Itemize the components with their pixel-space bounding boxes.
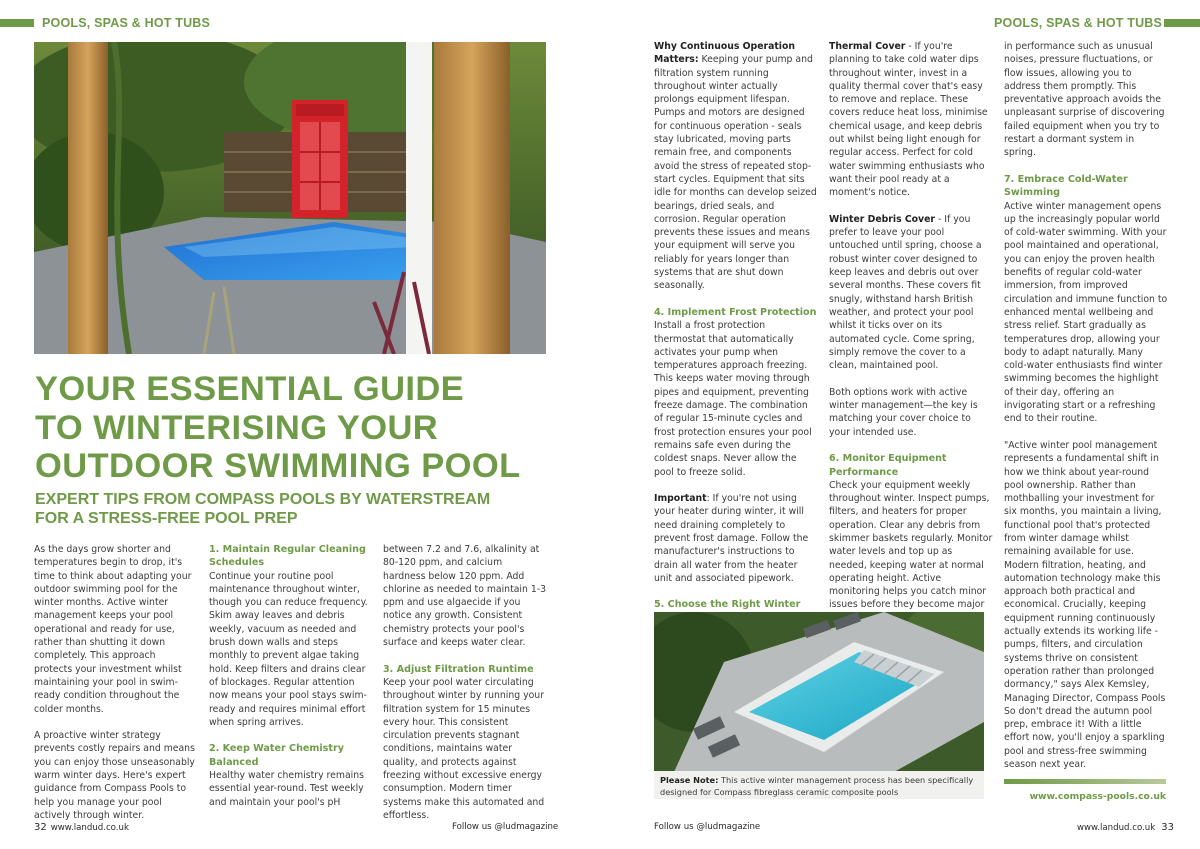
column-4 <box>654 40 818 665</box>
intro-paragraph-2: A proactive winter strategy prevents costly repairs and means you can enjoy those unseasonably warm winter days. Here's expert guidance from Compass Pools to help you manage your pool actively through winter. <box>34 730 195 821</box>
header-rule-left <box>0 19 34 27</box>
section-7-heading: 7. Embrace Cold-Water Swimming <box>1004 173 1128 199</box>
important-label: Important <box>654 493 707 505</box>
section-label-right: POOLS, SPAS & HOT TUBS <box>994 16 1163 30</box>
article-subtitle <box>35 490 565 528</box>
website-rule <box>1004 779 1166 784</box>
section-6-heading: 6. Monitor Equipment Performance <box>829 453 947 478</box>
caption-body: This active winter management process has been specifically designed for Compass fibreglass ceramic composite pools <box>660 775 974 797</box>
column-6 <box>1004 40 1168 771</box>
section-7-body: Active winter management opens up the increasingly popular world of cold-water swimming. With your pool maintained and operational, you can enjoy the proven health benefits of regular cold-water immersion, from improved circulation and immune function to enhanced mental wellbeing and stress relief. Start gradually as temperatures drop, allowing your body to adapt naturally. Many cold-water enthusiasts find winter swimming becomes the highlight of their day, offering an invigorating start or a refreshing end to their routine. <box>1004 200 1168 425</box>
why-heading: Why Continuous Operation Matters: <box>654 41 796 66</box>
footer-site-left[interactable]: www.landud.co.uk <box>50 823 129 833</box>
compass-pools-link[interactable]: www.compass-pools.co.uk <box>1029 791 1166 802</box>
header-rule-right <box>1164 19 1200 27</box>
photo-caption <box>654 771 984 799</box>
section-2-continued: between 7.2 and 7.6, alkalinity at 80-120 ppm, and calcium hardness below 120 ppm. Add chlorine as needed to maintain 1-3 ppm and use algaecide if you notice any growth. Consistent chemistry protects your pool's surface and keeps water clear. <box>383 544 547 649</box>
section-1-heading: 1. Maintain Regular Cleaning Schedules <box>209 544 366 569</box>
caption-label: Please Note: <box>660 775 719 785</box>
section-2-body: Healthy water chemistry remains essential year-round. Test weekly and maintain your pool's pH <box>209 770 364 808</box>
section-3-body: Keep your pool water circulating throughout winter by running your filtration system for 15 minutes every hour. This consistent circulation prevents stagnant conditions, maintains water quality, and protects against freezing without excessive energy consumption. Modern timer systems make this automated and effortless. <box>383 676 545 821</box>
section-2-heading: 2. Keep Water Chemistry Balanced <box>209 743 344 768</box>
aerial-pool-photo <box>654 612 984 772</box>
section-5-heading: 5. Choose the Right Winter <box>654 599 801 611</box>
section-label-left: POOLS, SPAS & HOT TUBS <box>42 16 211 30</box>
thermal-cover-body: - If you're planning to take cold water dips throughout winter, invest in a quality thermal cover that's easy to remove and replace. These covers reduce heat loss, minimise chemical usage, and keep debris out whilst being light enough for regular access. Perfect for cold water swimming enthusiasts who want their pool ready at a moment's notice. <box>829 41 988 199</box>
title-line-2: TO WINTERISING YOUR <box>35 408 439 447</box>
title-line-1: YOUR ESSENTIAL GUIDE <box>35 370 465 408</box>
footer-follow-left[interactable]: Follow us @ludmagazine <box>452 822 559 832</box>
subtitle-line-1: EXPERT TIPS FROM COMPASS POOLS BY WATERSTREAM <box>35 491 491 508</box>
article-title <box>35 370 565 486</box>
expert-quote: "Active winter pool management represents a fundamental shift in how we think about year-round pool ownership. Rather than mothballing your investment for six months, you maintain a living, functional pool that's protected from winter damage whilst remaining available for use. Modern filtration, heating, and automation technology make this approach both practical and economical. Crucially, keeping equipment running continuously actually extends its working life - pumps, filters, and circulation systems thrive on consistent operation rather than prolonged dormancy," says Alex Kemsley, Managing Director, Compass Pools <box>1004 439 1166 704</box>
section-6-continued-2: in performance such as unusual noises, pressure fluctuations, or flow issues, allowing you to address them promptly. This preventative approach avoids the unpleasant surprise of discovering failed equipment when you try to restart a dormant system in spring. <box>1004 41 1165 159</box>
section-4-body: Install a frost protection thermostat that automatically activates your pump when temperatures approach freezing. This keeps water moving through pipes and equipment, preventing freeze damage. The combination of regular 15-minute cycles and frost protection ensures your pool remains safe even during the coldest snaps. Never allow the pool to freeze solid. <box>654 320 812 478</box>
why-body: Keeping your pump and filtration system running throughout winter actually prolongs equipment lifespan. Pumps and motors are designed for continuous operation - seals stay lubricated, moving parts remain free, and components avoid the stress of repeated stop-start cycles. Equipment that sits idle for months can develop seized bearings, dried seals, and corrosion. Regular operation prevents these issues and means your equipment will serve you reliably for years longer than systems that are shut down seasonally. <box>654 54 817 292</box>
section-4-heading: 4. Implement Frost Protection <box>654 306 817 318</box>
column-1 <box>34 543 196 822</box>
column-2 <box>209 543 373 809</box>
debris-cover-label: Winter Debris Cover <box>829 213 936 225</box>
hero-photo-garden-pool <box>34 42 546 354</box>
debris-cover-body: - If you prefer to leave your pool untouched until spring, choose a robust winter cover designed to keep leaves and debris out over several months. These covers fit snugly, withstand harsh British weather, and protect your pool whilst it ticks over on its automated cycle. Come spring, simply remove the cover to a clean, maintained pool. <box>829 213 982 372</box>
footer-left-site <box>34 822 129 833</box>
section-6-body: Check your equipment weekly throughout winter. Inspect pumps, filters, and heaters for proper operation. Clear any debris from skimmer baskets regularly. Monitor water levels and top up as needed, keeping water at normal operating height. Active monitoring helps you catch minor issues before they become major <box>829 479 993 611</box>
both-options-paragraph: Both options work with active winter management—the key is matching your cover choice to your intended use. <box>829 386 978 438</box>
column-3 <box>383 543 547 822</box>
section-1-body: Continue your routine pool maintenance throughout winter, though you can reduce frequency. Skim away leaves and debris weekly, vacuum as needed and brush down walls and steps monthly to prevent algae taking hold. Keep filters and drains clear of blockages. Regular attention now means your pool stays swim-ready and requires minimal effort when spring arrives. <box>209 570 368 728</box>
footer-right-site <box>1077 822 1174 833</box>
title-line-3: OUTDOOR SWIMMING POOL <box>35 447 521 485</box>
subtitle-line-2: FOR A STRESS-FREE POOL PREP <box>35 510 298 527</box>
footer-follow-right[interactable]: Follow us @ludmagazine <box>654 822 761 832</box>
section-3-heading: 3. Adjust Filtration Runtime <box>383 663 534 675</box>
closing-paragraph: So don't dread the autumn pool prep, embrace it! With a little effort now, you'll enjoy a sparkling pool and stress-free swimming season next year. <box>1004 705 1165 771</box>
column-5 <box>829 40 993 652</box>
footer-site-right[interactable]: www.landud.co.uk <box>1077 823 1156 833</box>
page-number-left: 32 <box>34 822 47 833</box>
intro-paragraph-1: As the days grow shorter and temperatures begin to drop, it's time to think about adapting your outdoor swimming pool for the winter months. Active winter management keeps your pool operational and ready for use, rather than shutting it down completely. This approach protects your investment whilst maintaining your pool in swim-ready condition throughout the colder months. <box>34 544 192 715</box>
page-number-right: 33 <box>1161 822 1174 833</box>
thermal-cover-label: Thermal Cover <box>829 41 906 52</box>
important-body: : If you're not using your heater during winter, it will need draining completely to prevent frost damage. Follow the manufacturer's instructions to drain all water from the heater unit and associated pipework. <box>654 493 809 584</box>
